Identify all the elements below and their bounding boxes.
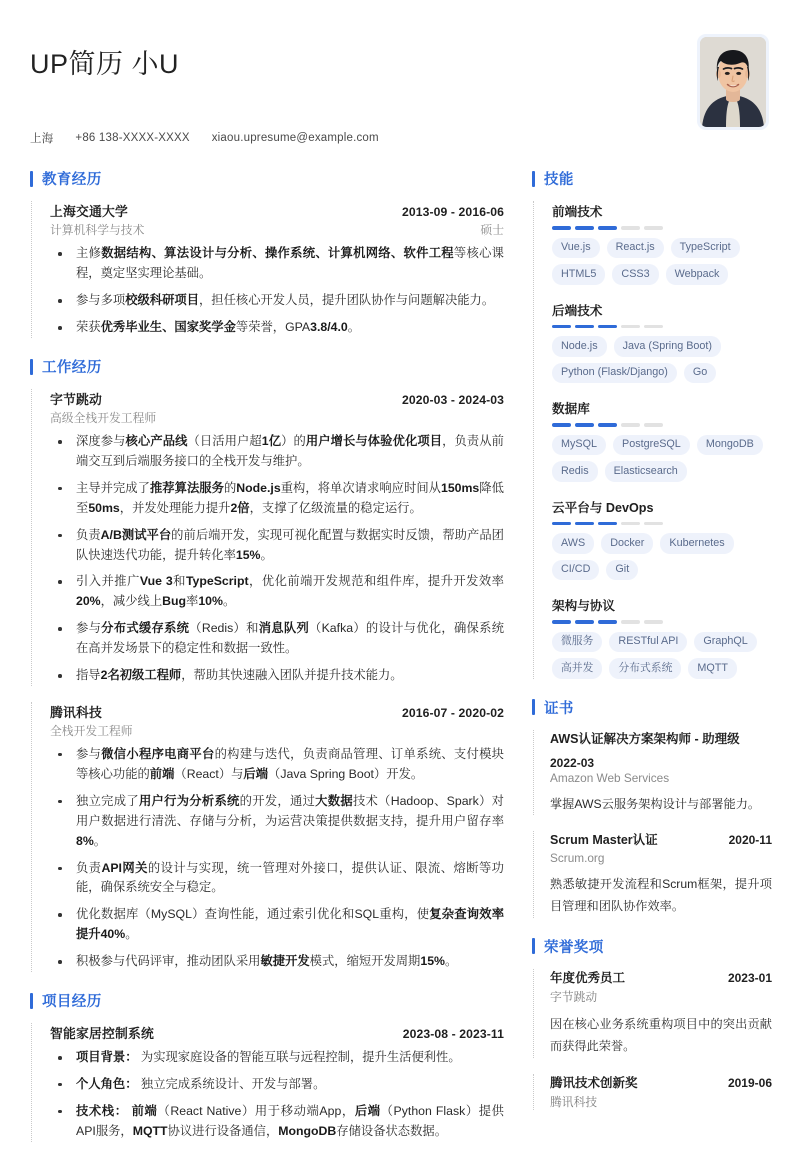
skill-level-segment — [598, 423, 617, 427]
skill-tag: React.js — [607, 238, 664, 258]
bullet-item: 积极参与代码评审，推动团队采用敏捷开发模式，缩短开发周期15%。 — [50, 952, 504, 972]
certificate-date: 2020-11 — [728, 833, 772, 848]
work-date: 2016-07 - 2020-02 — [402, 705, 504, 720]
job-title: 全栈开发工程师 — [50, 723, 133, 738]
skill-tag-list — [552, 435, 772, 482]
school-name: 上海交通大学 — [50, 204, 128, 220]
section-header-awards — [532, 936, 772, 957]
skill-tag: PostgreSQL — [613, 435, 690, 455]
entry-title-row — [50, 389, 504, 408]
section-accent-bar — [30, 993, 33, 1009]
skill-level-segment — [552, 620, 571, 624]
certificate-entry — [533, 730, 772, 816]
profile-photo-illustration — [700, 37, 766, 127]
skill-tag: Python (Flask/Django) — [552, 363, 677, 383]
bullet-item: 主修数据结构、算法设计与分析、操作系统、计算机网络、软件工程等核心课程，奠定坚实理论基础。 — [50, 244, 504, 284]
skill-tag: TypeScript — [671, 238, 740, 258]
skill-tag: 微服务 — [552, 632, 602, 652]
certificate-name: Scrum Master认证 — [550, 833, 658, 848]
section-title: 荣誉奖项 — [544, 939, 604, 956]
skill-group — [552, 398, 772, 481]
skill-group-name: 数据库 — [552, 402, 590, 417]
bullet-item: 引入并推广Vue 3和TypeScript，优化前端开发规范和组件库，提升开发效率20%，减少线上Bug率10%。 — [50, 572, 504, 612]
major: 计算机科学与技术 — [50, 223, 145, 238]
skill-level-segment — [552, 522, 571, 526]
section-title: 技能 — [544, 172, 574, 189]
skill-group-name: 云平台与 DevOps — [552, 500, 654, 515]
side-column — [522, 168, 772, 1128]
skill-level-segment — [644, 522, 663, 526]
work-entry — [31, 389, 504, 686]
certificate-entry — [533, 831, 772, 917]
skill-tag: Node.js — [552, 336, 607, 356]
certificate-head — [550, 831, 772, 849]
bullet-item: 深度参与核心产品线（日活用户超1亿）的用户增长与体验优化项目，负责从前端交互到后端服务接口的全栈开发与维护。 — [50, 432, 504, 472]
section-education — [30, 168, 504, 338]
skill-tag: Webpack — [666, 264, 729, 284]
skill-level-segment — [621, 423, 640, 427]
entry-title-row — [50, 1023, 504, 1042]
section-work — [30, 356, 504, 972]
section-accent-bar — [30, 359, 33, 375]
section-title: 教育经历 — [42, 172, 102, 189]
contact-email: xiaou.upresume@example.com — [211, 132, 379, 145]
skill-tag: 分布式系统 — [609, 658, 681, 678]
bullet-item: 负责API网关的设计与实现，统一管理对外接口，提供认证、限流、熔断等功能，确保系统安全与稳定。 — [50, 859, 504, 899]
bullet-item: 参与微信小程序电商平台的构建与迭代，负责商品管理、订单系统、支付模块等核心功能的前端（React）与后端（Java Spring Boot）开发。 — [50, 745, 504, 785]
skill-tag: Go — [684, 363, 716, 383]
entry-sub-row — [50, 409, 504, 426]
bullet-item: 荣获优秀毕业生、国家奖学金等荣誉，GPA3.8/4.0。 — [50, 318, 504, 338]
skill-level-segment — [575, 423, 594, 427]
page-title: UP简历 小U — [30, 49, 180, 79]
resume-header — [0, 0, 799, 146]
section-accent-bar — [532, 171, 535, 187]
skill-level-meter — [552, 226, 772, 230]
certificate-org: Amazon Web Services — [550, 770, 670, 785]
skill-level-segment — [644, 325, 663, 329]
bullet-item: 参与多项校级科研项目，担任核心开发人员，提升团队协作与问题解决能力。 — [50, 291, 504, 311]
main-column — [30, 168, 522, 1159]
contact-location: 上海 — [30, 133, 54, 146]
skill-level-meter — [552, 620, 772, 624]
skill-level-segment — [621, 325, 640, 329]
skill-tag: GraphQL — [694, 632, 756, 652]
education-bullets — [50, 244, 504, 338]
section-skills — [532, 168, 772, 678]
skill-group — [552, 595, 772, 678]
skill-level-segment — [552, 226, 571, 230]
resume-body — [0, 146, 799, 1159]
skill-level-segment — [552, 423, 571, 427]
project-bullets — [50, 1048, 504, 1142]
bullet-item: 参与分布式缓存系统（Redis）和消息队列（Kafka）的设计与优化，确保系统在高并发场景下的稳定性和数据一致性。 — [50, 619, 504, 659]
section-title: 项目经历 — [42, 994, 102, 1011]
skill-level-segment — [552, 325, 571, 329]
work-bullets — [50, 745, 504, 972]
section-title: 证书 — [544, 700, 574, 717]
certificate-name: AWS认证解决方案架构师 - 助理级 — [550, 731, 740, 746]
award-name: 年度优秀员工 — [550, 970, 626, 985]
skill-group — [552, 300, 772, 383]
award-org: 字节跳动 — [550, 989, 598, 1004]
section-header-skills — [532, 168, 772, 189]
job-title: 高级全栈开发工程师 — [50, 411, 157, 426]
company-name: 腾讯科技 — [50, 704, 102, 720]
award-name: 腾讯技术创新奖 — [550, 1075, 638, 1090]
skill-tag: Redis — [552, 461, 598, 481]
section-projects — [30, 990, 504, 1142]
education-date: 2013-09 - 2016-06 — [402, 205, 504, 220]
skill-tag: RESTful API — [609, 632, 687, 652]
skill-level-segment — [598, 522, 617, 526]
company-name: 字节跳动 — [50, 392, 102, 408]
skill-tag: CSS3 — [612, 264, 658, 284]
skill-tag: 高并发 — [552, 658, 602, 678]
project-date: 2023-08 - 2023-11 — [402, 1027, 504, 1042]
section-header-education — [30, 168, 504, 189]
skill-group-name: 架构与协议 — [552, 599, 615, 614]
header-left — [30, 34, 697, 146]
skill-tag-list — [552, 533, 772, 580]
skill-tag: CI/CD — [552, 560, 599, 580]
skill-tag: Java (Spring Boot) — [614, 336, 721, 356]
skill-tag: Vue.js — [552, 238, 600, 258]
skill-group — [552, 201, 772, 284]
entry-sub-row — [50, 722, 504, 739]
skill-tag: Elasticsearch — [605, 461, 687, 481]
skill-level-segment — [621, 522, 640, 526]
profile-photo — [700, 37, 766, 127]
skills-body — [533, 201, 772, 678]
degree: 硕士 — [480, 223, 504, 238]
section-accent-bar — [30, 171, 33, 187]
education-entry — [31, 201, 504, 338]
award-entry — [533, 1074, 772, 1110]
section-certificates — [532, 697, 772, 918]
certificate-desc: 掌握AWS云服务架构设计与部署能力。 — [550, 796, 761, 811]
bullet-item: 负责A/B测试平台的前后端开发，实现可视化配置与数据实时反馈，帮助产品团队快速迭代功能，提升转化率15%。 — [50, 526, 504, 566]
bullet-item: 个人角色： 独立完成系统设计、开发与部署。 — [50, 1075, 504, 1095]
bullet-item: 主导并完成了推荐算法服务的Node.js重构，将单次请求响应时间从150ms降低至50ms，并发处理能力提升2倍，支撑了亿级流量的稳定运行。 — [50, 479, 504, 519]
project-name: 智能家居控制系统 — [50, 1026, 154, 1042]
certificate-desc: 熟悉敏捷开发流程和Scrum框架，提升项目管理和团队协作效率。 — [550, 876, 772, 914]
entry-title-row — [50, 201, 504, 220]
skill-level-segment — [621, 620, 640, 624]
bullet-item: 项目背景： 为实现家庭设备的智能互联与远程控制，提升生活便利性。 — [50, 1048, 504, 1068]
bullet-item: 优化数据库（MySQL）查询性能，通过索引优化和SQL重构，使复杂查询效率提升40%。 — [50, 905, 504, 945]
certificate-org: Scrum.org — [550, 850, 605, 865]
award-org: 腾讯科技 — [550, 1095, 598, 1110]
contact-line — [30, 130, 697, 146]
entry-title-row — [50, 702, 504, 721]
entry-sub-row — [50, 221, 504, 238]
skill-tag-list — [552, 336, 772, 383]
skill-group-name: 后端技术 — [552, 303, 603, 318]
skill-level-segment — [575, 522, 594, 526]
award-head — [550, 1074, 772, 1092]
skill-tag: Docker — [601, 533, 653, 553]
section-header-projects — [30, 990, 504, 1011]
award-date: 2019-06 — [727, 1075, 772, 1090]
skill-level-segment — [644, 423, 663, 427]
skill-tag: Kubernetes — [660, 533, 733, 553]
section-awards — [532, 936, 772, 1110]
skill-level-segment — [575, 226, 594, 230]
award-desc: 因在核心业务系统重构项目中的突出贡献而获得此荣誉。 — [550, 1016, 772, 1054]
skill-tag: HTML5 — [552, 264, 605, 284]
skill-tag-list — [552, 632, 772, 679]
skill-group — [552, 497, 772, 580]
work-bullets — [50, 432, 504, 686]
skill-tag: MongoDB — [697, 435, 763, 455]
skill-level-segment — [598, 620, 617, 624]
award-head — [550, 969, 772, 987]
work-entry — [31, 702, 504, 972]
avatar — [697, 34, 769, 130]
bullet-item: 独立完成了用户行为分析系统的开发，通过大数据技术（Hadoop、Spark）对用户数据进行清洗、存储与分析，为运营决策提供数据支持，提升用户留存率8%。 — [50, 792, 504, 852]
certificate-head — [550, 730, 772, 770]
work-date: 2020-03 - 2024-03 — [402, 393, 504, 408]
section-header-certificates — [532, 697, 772, 718]
skill-level-segment — [644, 226, 663, 230]
skill-tag: MySQL — [552, 435, 606, 455]
section-accent-bar — [532, 699, 535, 715]
skill-tag: MQTT — [688, 658, 737, 678]
certificate-date: 2022-03 — [550, 755, 595, 770]
skill-level-segment — [575, 620, 594, 624]
skill-tag-list — [552, 238, 772, 285]
project-entry — [31, 1023, 504, 1142]
skill-level-segment — [598, 226, 617, 230]
skill-level-meter — [552, 423, 772, 427]
skill-level-meter — [552, 325, 772, 329]
skill-tag: Git — [606, 560, 638, 580]
skill-level-segment — [621, 226, 640, 230]
section-title: 工作经历 — [42, 360, 102, 377]
section-accent-bar — [532, 938, 535, 954]
skill-level-segment — [644, 620, 663, 624]
skill-level-segment — [575, 325, 594, 329]
skill-level-meter — [552, 522, 772, 526]
award-entry — [533, 969, 772, 1058]
skill-tag: AWS — [552, 533, 594, 553]
bullet-item: 指导2名初级工程师，帮助其快速融入团队并提升技术能力。 — [50, 666, 504, 686]
skill-level-segment — [598, 325, 617, 329]
contact-phone: +86 138-XXXX-XXXX — [75, 132, 190, 145]
bullet-item: 技术栈： 前端（React Native）用于移动端App，后端（Python Flask）提供API服务，MQTT协议进行设备通信，MongoDB存储设备状态数据。 — [50, 1102, 504, 1142]
section-header-work — [30, 356, 504, 377]
skill-group-name: 前端技术 — [552, 205, 603, 220]
award-date: 2023-01 — [727, 970, 772, 985]
